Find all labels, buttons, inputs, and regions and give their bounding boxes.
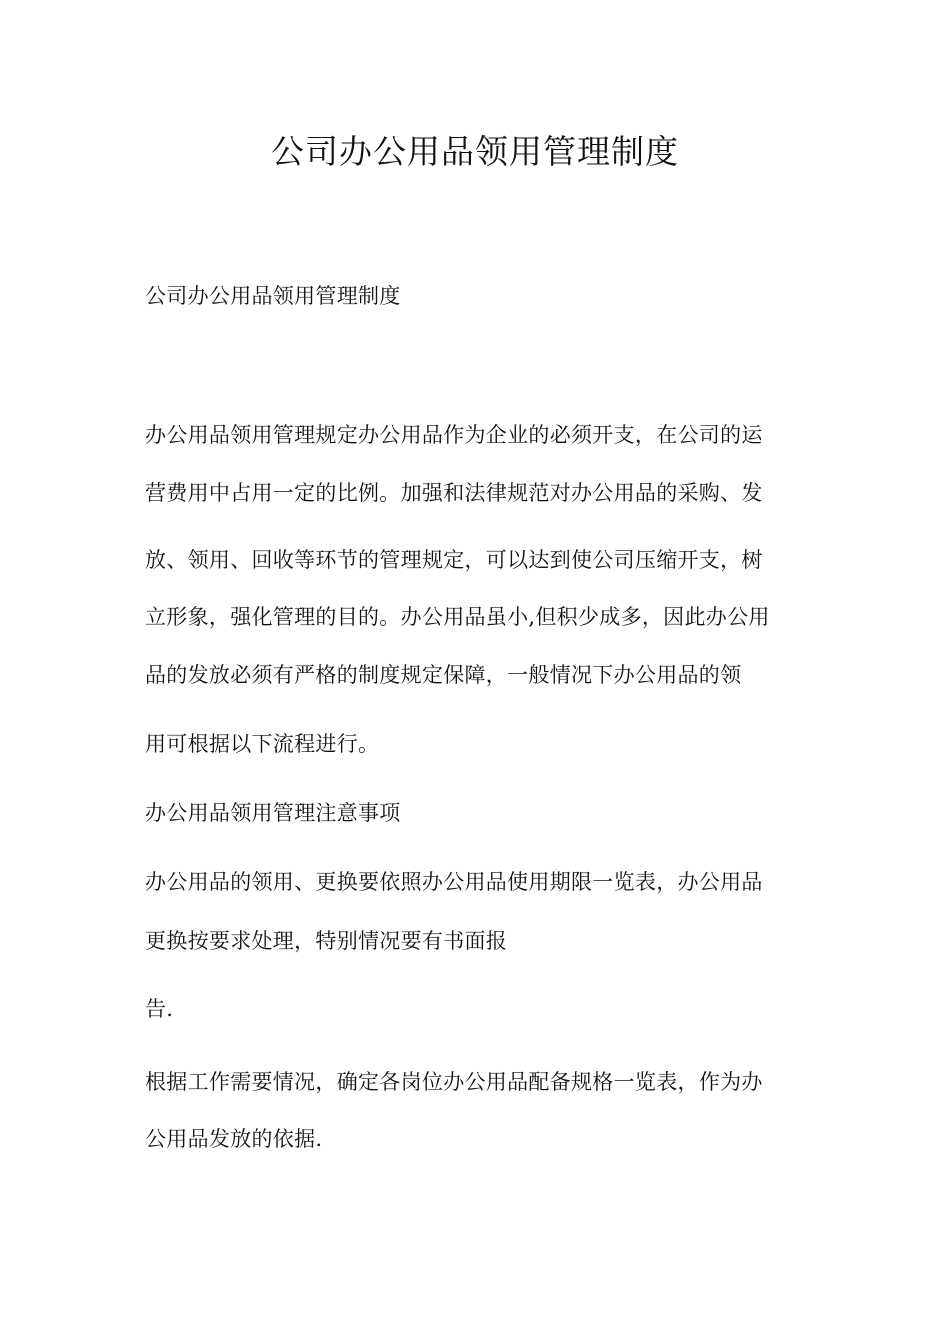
paragraph-line: 营费用中占用一定的比例。加强和法律规范对办公用品的采购、发: [145, 481, 763, 505]
paragraph-line: 办公用品的领用、更换要依照办公用品使用期限一览表，办公用品: [145, 870, 763, 894]
paragraph-line: 办公用品领用管理规定办公用品作为企业的必须开支，在公司的运: [145, 423, 763, 447]
paragraph-line: 放、领用、回收等环节的管理规定，可以达到使公司压缩开支，树: [145, 548, 763, 572]
section-heading: 办公用品领用管理注意事项: [145, 801, 401, 825]
paragraph-line: 立形象，强化管理的目的。办公用品虽小,但积少成多，因此办公用: [145, 605, 770, 629]
document-subtitle: 公司办公用品领用管理制度: [145, 284, 401, 308]
paragraph-line: 告.: [145, 997, 174, 1021]
paragraph-line: 品的发放必须有严格的制度规定保障，一般情况下办公用品的领: [145, 663, 742, 687]
paragraph-line: 更换按要求处理，特别情况要有书面报: [145, 929, 508, 953]
paragraph-line: 公用品发放的依据.: [145, 1127, 323, 1151]
paragraph-line: 用可根据以下流程进行。: [145, 732, 380, 756]
paragraph-line: 根据工作需要情况，确定各岗位办公用品配备规格一览表，作为办: [145, 1070, 763, 1094]
document-title: 公司办公用品领用管理制度: [271, 132, 679, 171]
